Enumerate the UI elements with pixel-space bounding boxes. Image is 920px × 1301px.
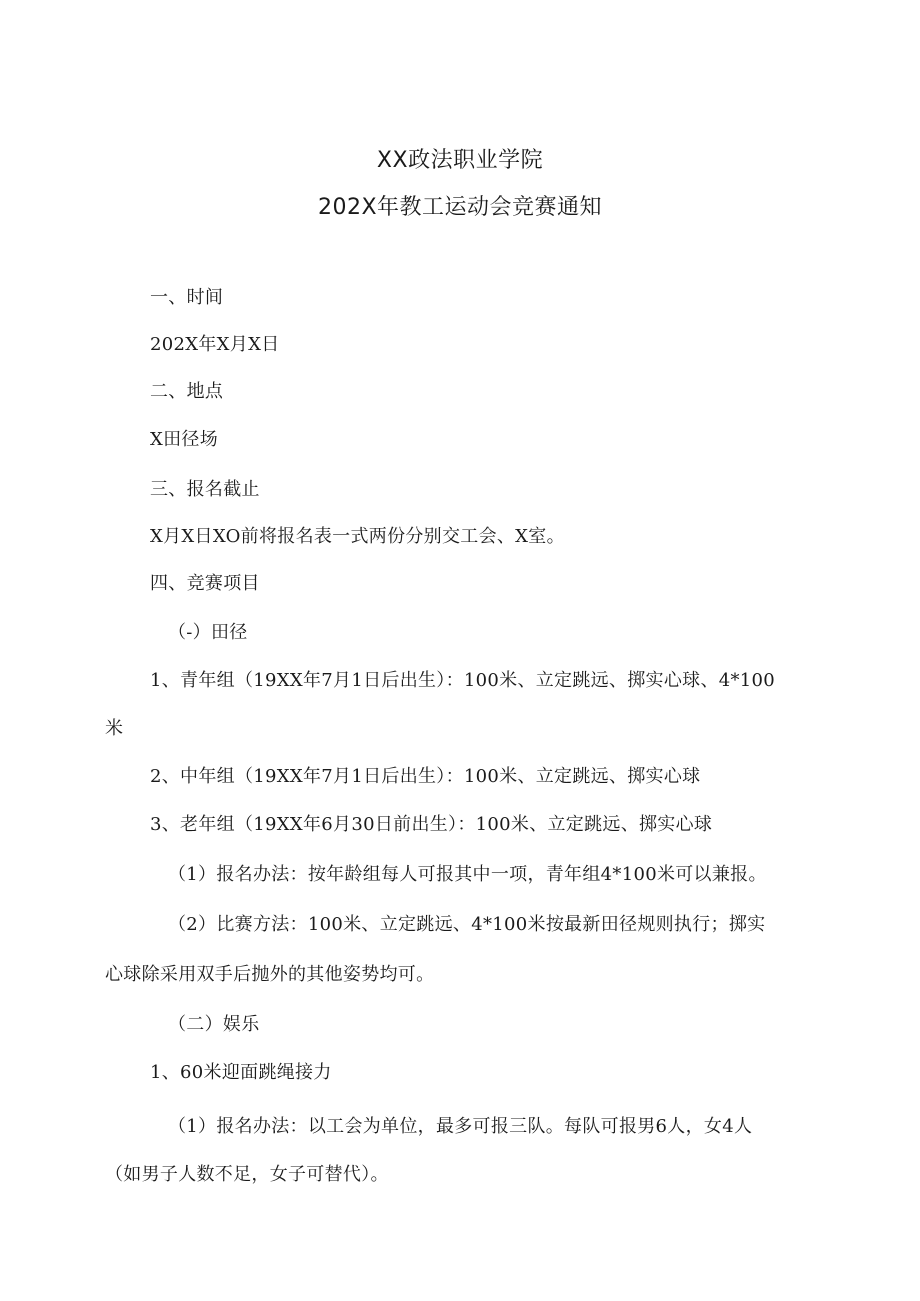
athletics-signup: （1）报名办法：按年龄组每人可报其中一项，青年组4*100米可以兼报。 <box>168 864 767 885</box>
athletics-rules-line2: 心球除采用双手后抛外的其他姿势均可。 <box>105 964 435 985</box>
section-events-heading: 四、竞赛项目 <box>150 573 260 594</box>
section-deadline-value: X月X日XO前将报名表一式两份分别交工会、X室。 <box>150 526 565 547</box>
sub-entertainment-heading: （二）娱乐 <box>168 1014 260 1035</box>
ent-event1-signup-line2: （如男子人数不足，女子可替代）。 <box>105 1164 389 1185</box>
sub-athletics-heading: （-）田径 <box>168 622 248 643</box>
ent-event1-signup-line1: （1）报名办法：以工会为单位，最多可报三队。每队可报男6人，女4人 <box>168 1116 753 1137</box>
section-place-heading: 二、地点 <box>150 381 224 402</box>
athletics-youth-line1: 1、青年组（19XX年7月1日后出生）：100米、立定跳远、掷实心球、4*100 <box>150 670 776 691</box>
athletics-youth-line2: 米 <box>105 718 124 739</box>
section-time-value: 202X年X月X日 <box>150 334 280 355</box>
athletics-rules-line1: （2）比赛方法：100米、立定跳远、4*100米按最新田径规则执行；掷实 <box>168 914 766 935</box>
section-place-value: X田径场 <box>150 429 219 450</box>
section-deadline-heading: 三、报名截止 <box>150 479 260 500</box>
athletics-middle: 2、中年组（19XX年7月1日后出生）：100米、立定跳远、掷实心球 <box>150 766 701 787</box>
athletics-senior: 3、老年组（19XX年6月30日前出生）：100米、立定跳远、掷实心球 <box>150 814 713 835</box>
document-title-notice: 202X年教工运动会竞赛通知 <box>317 195 603 220</box>
section-time-heading: 一、时间 <box>150 287 224 308</box>
document-title-school: XX政法职业学院 <box>376 148 544 173</box>
ent-event1: 1、60米迎面跳绳接力 <box>150 1062 332 1083</box>
